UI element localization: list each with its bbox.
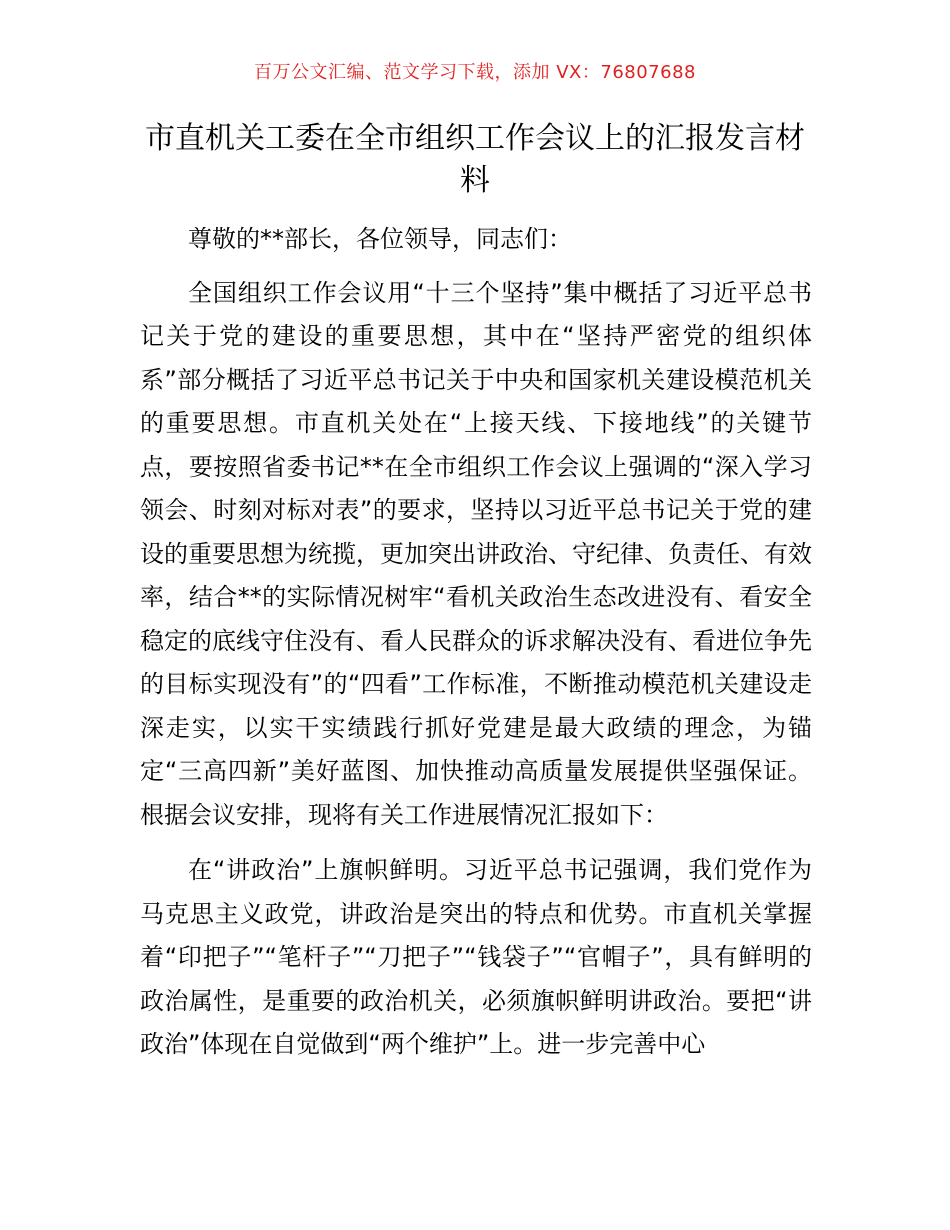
document-title: 市直机关工委在全市组织工作会议上的汇报发言材料 — [145, 121, 805, 198]
paragraph-2: 在“讲政治”上旗帜鲜明。习近平总书记强调，我们党作为马克思主义政党，讲政治是突出的特点和优势。市直机关掌握着“印把子”“笔杆子”“刀把子”“钱袋子”“官帽子”，具有鲜明的政治属性，是重要的政治机关，必须旗帜鲜明讲政治。要把“讲政治”体现在自觉做到“两个维护”上。进一步完善中心 — [140, 856, 812, 1058]
salutation: 尊敬的**部长，各位领导，同志们： — [188, 225, 572, 253]
document-body — [140, 218, 812, 1079]
paragraph-1: 全国组织工作会议用“十三个坚持”集中概括了习近平总书记关于党的建设的重要思想，其中在“坚持严密党的组织体系”部分概括了习近平总书记关于中央和国家机关建设模范机关的重要思想。市直机关处在“上接天线、下接地线”的关键节点，要按照省委书记**在全市组织工作会议上强调的“深入学习领会、时刻对标对表”的要求，坚持以习近平总书记关于党的建设的重要思想为统揽，更加突出讲政治、守纪律、负责任、有效率，结合**的实际情况树牢“看机关政治生态改进没有、看安全稳定的底线守住没有、看人民群众的诉求解决没有、看进位争先的目标实现没有”的“四看”工作标准，不断推动模范机关建设走深走实，以实干实绩践行抓好党建是最大政绩的理念，为锚定“三高四新”美好蓝图、加快推动高质量发展提供坚强保证。根据会议安排，现将有关工作进展情况汇报如下： — [140, 278, 812, 829]
watermark-text: 百万公文汇编、范文学习下载，添加 VX：76807688 — [254, 62, 696, 83]
